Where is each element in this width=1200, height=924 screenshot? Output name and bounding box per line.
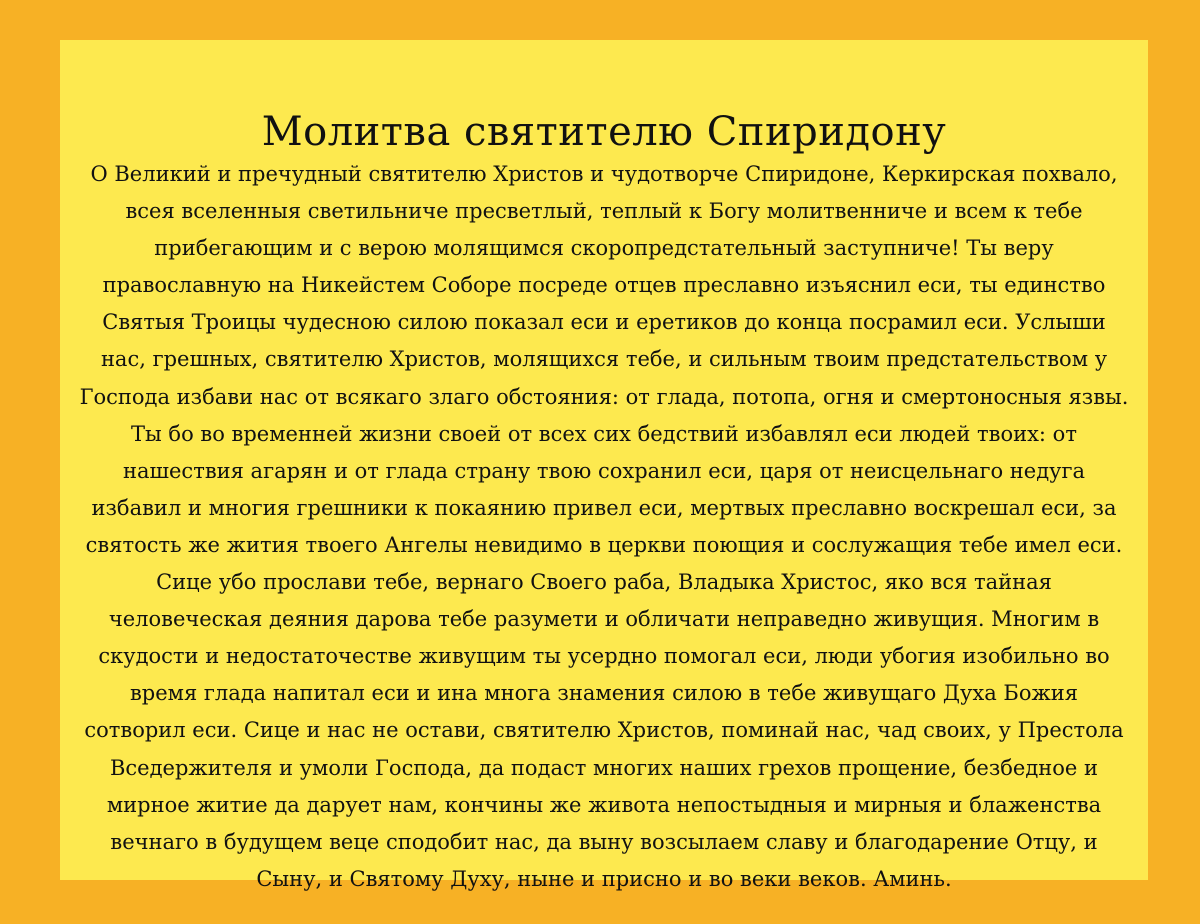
prayer-text xyxy=(60,156,1148,898)
prayer-line: нашествия агарян и от глада страну твою сохранил еси, царя от неисцельнаго недуга xyxy=(122,458,1086,483)
prayer-line: православную на Никейстем Соборе посреде отцев преславно изъяснил еси, ты единство xyxy=(102,273,1106,298)
prayer-line: святость же жития твоего Ангелы невидимо в церкви поющия и сослужащия тебе имел еси. xyxy=(85,532,1123,557)
prayer-line: мирное житие да дарует нам, кончины же живота непостыдныя и мирныя и блаженства xyxy=(106,792,1102,817)
prayer-line: скудости и недостаточестве живущим ты усердно помогал еси, люди убогия изобильно во xyxy=(98,644,1110,669)
prayer-line: нас, грешных, святителю Христов, молящихся тебе, и сильным твоим предстательством у xyxy=(100,347,1108,372)
prayer-line: избавил и многия грешники к покаянию привел еси, мертвых преславно воскрешал еси, за xyxy=(91,495,1117,520)
prayer-line: Господа избави нас от всякаго злаго обстояния: от глада, потопа, огня и смертоносныя язвы. xyxy=(79,384,1129,409)
prayer-line: прибегающим и с верою молящимся скоропредстательный заступниче! Ты веру xyxy=(154,236,1054,261)
prayer-line: вечнаго в будущем веце сподобит нас, да выну возсылаем славу и благодарение Отцу, и xyxy=(110,829,1098,854)
prayer-line: Сыну, и Святому Духу, ныне и присно и во веки веков. Аминь. xyxy=(256,866,952,891)
prayer-line: Вседержителя и умоли Господа, да подаст многих наших грехов прощение, безбедное и xyxy=(109,755,1099,780)
prayer-line: Святыя Троицы чудесною силою показал еси и еретиков до конца посрамил еси. Услыши xyxy=(102,310,1106,335)
prayer-card xyxy=(60,40,1148,891)
prayer-line: сотворил еси. Сице и нас не остави, святителю Христов, поминай нас, чад своих, у Престола xyxy=(84,718,1124,743)
page-title: Молитва святителю Спиридону xyxy=(261,109,947,155)
prayer-line: время глада напитал еси и ина многа знамения силою в тебе живущаго Духа Божия xyxy=(129,681,1079,706)
prayer-line: Ты бо во временней жизни своей от всех сих бедствий избавлял еси людей твоих: от xyxy=(131,421,1077,446)
prayer-line: Сице убо прослави тебе, вернаго Своего раба, Владыка Христос, яко вся тайная xyxy=(156,570,1052,595)
prayer-line: О Великий и пречудный святителю Христов и чудотворче Спиридоне, Керкирская похвало, xyxy=(90,162,1118,186)
prayer-line: всея вселенныя светильниче пресветлый, теплый к Богу молитвенниче и всем к тебе xyxy=(125,199,1083,224)
prayer-line: человеческая деяния дарова тебе разумети и обличати неправедно живущия. Многим в xyxy=(108,607,1100,632)
